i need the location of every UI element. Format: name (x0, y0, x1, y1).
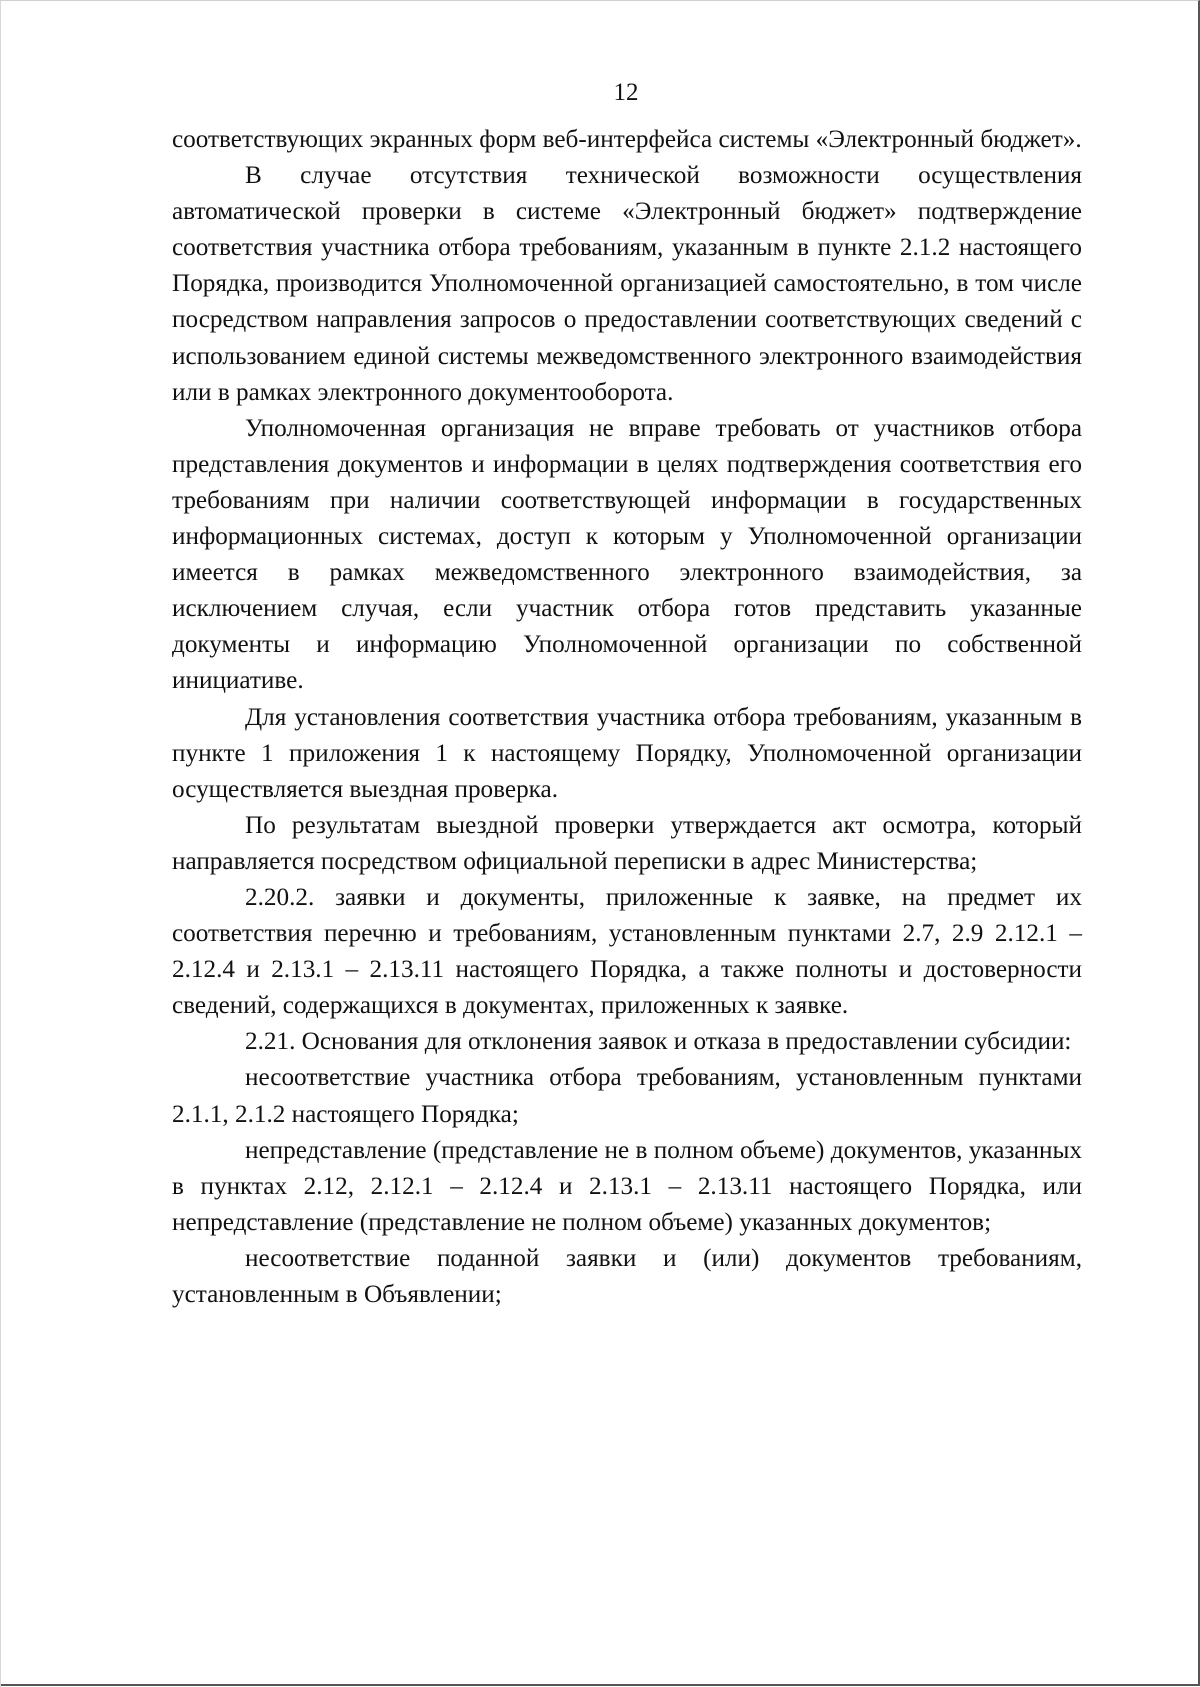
page-number: 12 (613, 79, 639, 106)
paragraph-2: Уполномоченная организация не вправе требовать от участников отбора представления документов и информации в целях подтверждения соответствия его требованиям при наличии соответствующей информации в государственных информационных системах, доступ к которым у Уполномоченной организации имеется в рамках межведомственного электронного взаимодействия, за исключением случая, если участник отбора готов представить указанные документы и информацию Уполномоченной организации по собственной инициативе. (172, 414, 1082, 695)
document-body (172, 122, 1082, 1313)
paragraph-7: несоответствие участника отбора требованиям, установленным пунктами 2.1.1, 2.1.2 настоящего Порядка; (172, 1064, 1082, 1128)
paragraph-6: 2.21. Основания для отклонения заявок и отказа в предоставлении субсидии: (245, 1028, 1072, 1056)
paragraph-4: По результатам выездной проверки утверждается акт осмотра, который направляется посредством официальной переписки в адрес Министерства; (172, 811, 1082, 875)
paragraph-8: непредставление (представление не в полном объеме) документов, указанных в пунктах 2.12, 2.12.1 – 2.12.4 и 2.13.1 – 2.13.11 настоящего Порядка, или непредставление (представление не полном объеме) указанных документов; (172, 1136, 1082, 1236)
paragraph-3: Для установления соответствия участника отбора требованиям, указанным в пункте 1 приложения 1 к настоящему Порядку, Уполномоченной организации осуществляется выездная проверка. (172, 703, 1082, 803)
paragraph-9: несоответствие поданной заявки и (или) документов требованиям, установленным в Объявлении; (172, 1244, 1082, 1308)
scan-edge (0, 1, 1, 1687)
paragraph-0: соответствующих экранных форм веб-интерфейса системы «Электронный бюджет». (172, 126, 1082, 153)
paragraph-1: В случае отсутствия технической возможности осуществления автоматической проверки в системе «Электронный бюджет» подтверждение соответствия участника отбора требованиям, указанным в пункте 2.1.2 настоящего Порядка, производится Уполномоченной организацией самостоятельно, в том числе посредством направления запросов о предоставлении соответствующих сведений с использованием единой системы межведомственного электронного взаимодействия или в рамках электронного документооборота. (172, 162, 1082, 406)
paragraph-5: 2.20.2. заявки и документы, приложенные к заявке, на предмет их соответствия перечню и требованиям, установленным пунктами 2.7, 2.9 2.12.1 – 2.12.4 и 2.13.1 – 2.13.11 настоящего Порядка, а также полноты и достоверности сведений, содержащихся в документах, приложенных к заявке. (172, 883, 1082, 1020)
